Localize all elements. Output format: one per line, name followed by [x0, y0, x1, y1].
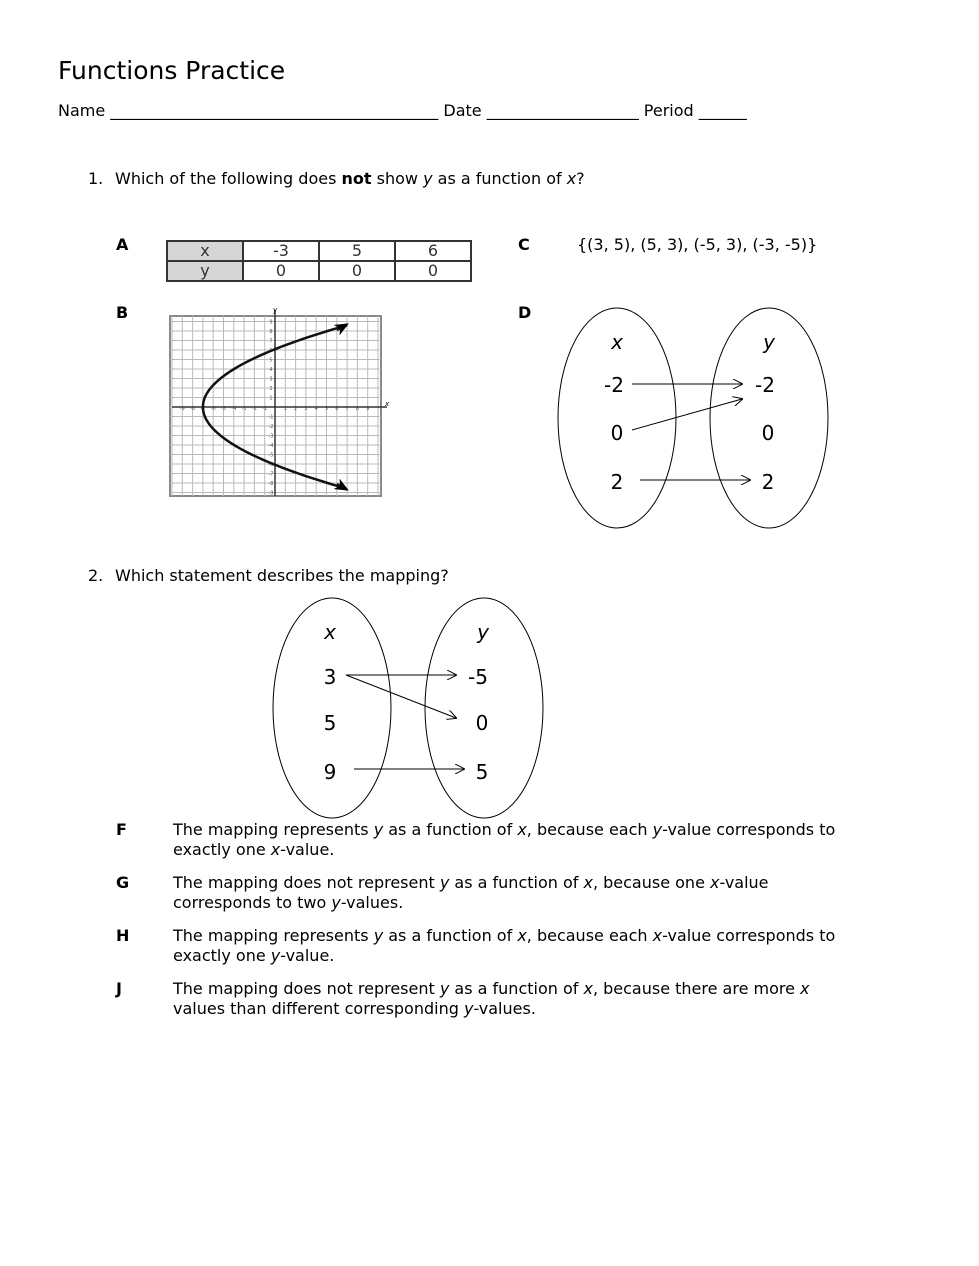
x-tick-label: 3: [304, 406, 308, 412]
y-tick-label: -2: [268, 424, 274, 430]
text-segment: y: [373, 926, 384, 945]
text-segment: ?: [576, 169, 585, 188]
text-segment: The mapping represents: [173, 820, 374, 839]
choice-b-letter: B: [116, 303, 129, 322]
y-tick-label: -4: [268, 443, 274, 449]
text-segment: x: [652, 926, 663, 945]
range-value: 5: [475, 760, 489, 784]
domain-value: 2: [610, 470, 624, 494]
y-tick-label: 5: [269, 357, 273, 364]
text-segment: as a function of: [383, 820, 518, 839]
text-segment: as a function of: [449, 979, 584, 998]
text-segment: x: [566, 169, 577, 188]
mapping-arrow: [346, 675, 456, 718]
x-tick-label: 1: [283, 406, 287, 412]
text-segment: x: [517, 926, 527, 945]
y-tick-label: -1: [268, 414, 274, 421]
text-segment: corresponds to two: [173, 893, 332, 912]
x-tick-label: -5: [221, 406, 226, 412]
mapping-arrow: [632, 399, 742, 430]
option-h-text: [173, 926, 835, 966]
text-segment: as a function of: [449, 873, 584, 892]
text-segment: x: [270, 840, 281, 859]
x-tick-label: -7: [200, 406, 206, 412]
text-segment: Which of the following does: [115, 169, 342, 188]
x-tick-label: 4: [314, 406, 318, 412]
option-g-letter: G: [116, 873, 130, 892]
choice-a-letter: A: [116, 235, 129, 254]
text-segment: y: [439, 873, 450, 892]
domain-value: 3: [323, 665, 337, 689]
x-tick-label: -8: [190, 406, 196, 412]
option-line: [173, 820, 835, 840]
choice-b-graph: [170, 306, 390, 497]
x-tick-label: 8: [355, 406, 359, 412]
range-value: 2: [761, 470, 775, 494]
text-segment: y: [463, 999, 474, 1018]
text-segment: as a function of: [383, 926, 518, 945]
x-tick-label: -4: [231, 406, 237, 412]
choice-c-letter: C: [518, 235, 530, 254]
x-tick-label: -3: [241, 406, 247, 412]
text-segment: values than different corresponding: [173, 999, 464, 1018]
name-date-period-line: Name _________________________________________ Date ___________________ Period ______: [58, 101, 747, 120]
option-line: [173, 946, 835, 966]
y-tick-label: -3: [268, 433, 274, 440]
range-value: -5: [468, 665, 488, 689]
table-cell: 0: [395, 261, 471, 281]
y-tick-label: 9: [269, 319, 273, 326]
text-segment: x: [710, 873, 720, 892]
x-tick-label: 2: [294, 406, 298, 412]
x-tick-label: 9: [366, 406, 370, 412]
x-tick-label: 6: [335, 406, 339, 412]
x-tick-label: -1: [262, 406, 268, 412]
text-segment: The mapping does not represent: [173, 873, 440, 892]
x-tick-label: -9: [179, 406, 185, 412]
table-cell: 6: [395, 241, 471, 261]
text-segment: , because there are more: [592, 979, 801, 998]
domain-value: 5: [323, 711, 337, 735]
table-cell: 5: [319, 241, 395, 261]
table-cell: x: [167, 241, 243, 261]
y-axis-label: y: [273, 306, 278, 314]
option-line: [173, 840, 835, 860]
choice-d-letter: D: [518, 303, 532, 322]
text-segment: , because each: [526, 820, 653, 839]
choice-c-set: {(3, 5), (5, 3), (-5, 3), (-3, -5)}: [577, 235, 818, 254]
text-segment: -value.: [280, 946, 335, 965]
x-axis-label: x: [385, 400, 390, 408]
text-segment: y: [423, 169, 433, 188]
text-segment: , because one: [592, 873, 710, 892]
range-value: 0: [475, 711, 489, 735]
text-segment: -values.: [340, 893, 404, 912]
domain-value: 9: [323, 760, 337, 784]
y-tick-label: -5: [268, 452, 274, 459]
text-segment: y: [270, 946, 281, 965]
option-line: [173, 873, 769, 893]
table-cell: 0: [319, 261, 395, 281]
text-segment: -value.: [280, 840, 335, 859]
text-segment: x: [800, 979, 810, 998]
domain-value: 0: [610, 421, 624, 445]
choice-d-mapping: [558, 308, 828, 528]
y-tick-label: -9: [268, 490, 274, 497]
range-value: -2: [755, 373, 775, 397]
y-tick-label: 1: [269, 395, 273, 402]
text-segment: The mapping does not represent: [173, 979, 440, 998]
text-segment: as a function of: [432, 169, 567, 188]
table-cell: y: [167, 261, 243, 281]
text-segment: show: [371, 169, 424, 188]
text-segment: y: [439, 979, 450, 998]
text-segment: exactly one: [173, 840, 271, 859]
y-tick-label: -7: [268, 471, 274, 478]
domain-value: -2: [604, 373, 624, 397]
text-segment: y: [373, 820, 384, 839]
text-segment: -values.: [473, 999, 536, 1018]
y-tick-label: 3: [269, 376, 273, 383]
option-line: [173, 926, 835, 946]
x-tick-label: -6: [210, 406, 216, 412]
table-cell: -3: [243, 241, 319, 261]
text-segment: x: [583, 873, 593, 892]
text-segment: x: [517, 820, 527, 839]
question-2-mapping: [273, 598, 543, 818]
x-tick-label: 5: [324, 406, 329, 412]
text-segment: -value corresponds to: [662, 820, 836, 839]
table-cell: 0: [243, 261, 319, 281]
y-tick-label: -8: [268, 481, 274, 487]
option-h-letter: H: [116, 926, 130, 945]
y-tick-label: 4: [269, 367, 273, 373]
text-segment: not: [341, 169, 372, 188]
text-segment: x: [583, 979, 593, 998]
x-header: x: [611, 330, 623, 354]
y-header: y: [763, 330, 775, 354]
text-segment: -value corresponds to: [662, 926, 836, 945]
option-f-text: [173, 820, 835, 860]
option-line: [173, 893, 769, 913]
x-tick-label: 7: [345, 406, 349, 412]
question-1-number: 1.: [88, 169, 104, 188]
option-g-text: [173, 873, 769, 913]
y-header: y: [477, 620, 489, 644]
text-segment: y: [652, 820, 663, 839]
text-segment: y: [331, 893, 341, 912]
x-tick-label: -2: [251, 406, 257, 412]
text-segment: exactly one: [173, 946, 271, 965]
question-2-text: Which statement describes the mapping?: [115, 566, 449, 585]
x-header: x: [324, 620, 336, 644]
option-j-text: [173, 979, 810, 1019]
text-segment: -value: [719, 873, 769, 892]
text-segment: , because each: [526, 926, 653, 945]
y-tick-label: 2: [269, 386, 273, 392]
question-2-number: 2.: [88, 566, 104, 585]
option-f-letter: F: [116, 820, 127, 839]
option-line: [173, 999, 810, 1019]
y-tick-label: 6: [269, 348, 273, 354]
y-tick-label: 7: [269, 338, 273, 345]
y-tick-label: -6: [268, 462, 274, 468]
page-title: Functions Practice: [58, 56, 286, 85]
option-line: [173, 979, 810, 999]
text-segment: The mapping represents: [173, 926, 374, 945]
y-tick-label: 8: [269, 329, 273, 335]
range-value: 0: [761, 421, 775, 445]
option-j-letter: J: [116, 979, 122, 998]
